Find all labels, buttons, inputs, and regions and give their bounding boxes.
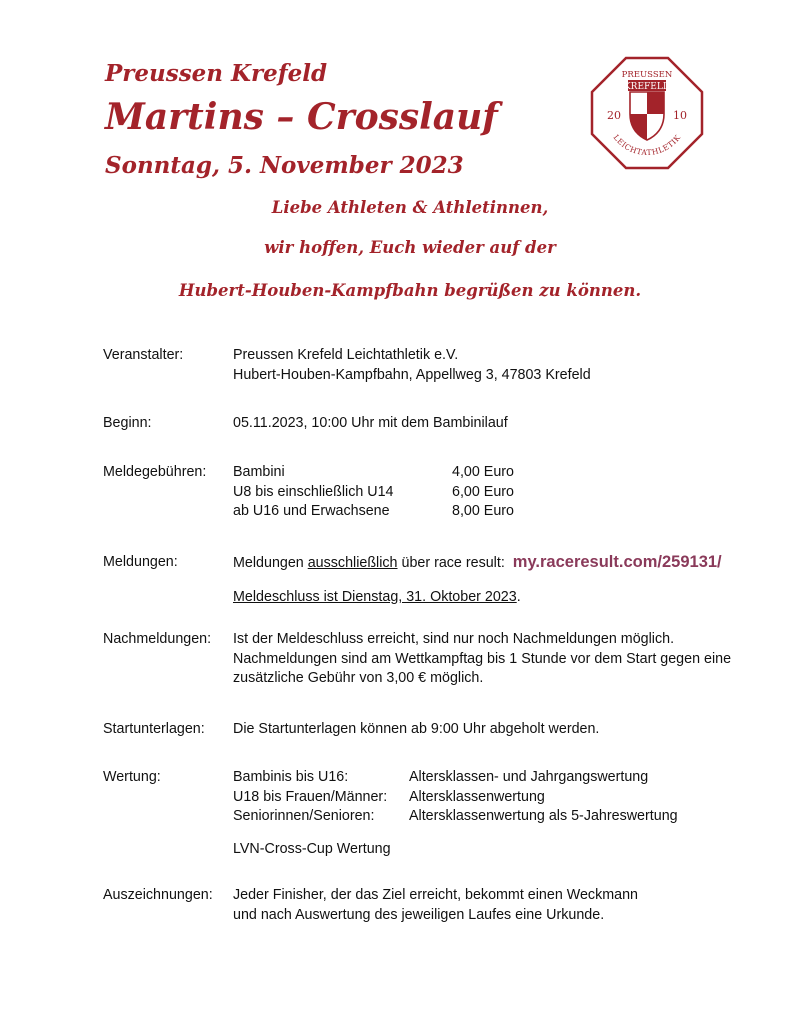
- exclusive-underline: ausschließlich: [307, 555, 398, 571]
- label-meldungen: Meldungen:: [103, 554, 178, 570]
- fee-amount: 4,00 Euro: [452, 464, 514, 480]
- event-title: Martins – Crosslauf: [105, 96, 498, 138]
- registration-deadline: Meldeschluss ist Dienstag, 31. Oktober 2023.: [233, 588, 521, 605]
- scoring-type: Altersklassen- und Jahrgangswertung: [409, 769, 649, 785]
- greeting-line-3: Hubert-Houben-Kampfbahn begrüßen zu können.: [178, 281, 642, 300]
- logo-top-text: PREUSSEN: [621, 70, 673, 80]
- late-registration-line: zusätzliche Gebühr von 3,00 € möglich.: [233, 670, 484, 686]
- award-line: Jeder Finisher, der das Ziel erreicht, bekommt einen Weckmann: [233, 887, 638, 903]
- organizer-address: Hubert-Houben-Kampfbahn, Appellweg 3, 47803 Krefeld: [233, 366, 591, 383]
- label-meldegebuehren: Meldegebühren:: [103, 464, 207, 480]
- label-wertung: Wertung:: [103, 769, 161, 785]
- greeting-line-1: Liebe Athleten & Athletinnen,: [271, 198, 549, 217]
- logo-year-right: 10: [673, 109, 687, 122]
- late-registration-line: Nachmeldungen sind am Wettkampftag bis 1 Stunde vor dem Start gegen eine: [233, 650, 732, 667]
- club-logo-icon: [590, 56, 704, 170]
- scoring-row: [233, 768, 733, 788]
- logo-bottom-text: KREFELD: [623, 82, 671, 92]
- fee-category: U8 bis einschließlich U14: [233, 483, 394, 500]
- scoring-group: U18 bis Frauen/Männer:: [233, 788, 388, 805]
- raceresult-link[interactable]: my.raceresult.com/259131/: [512, 553, 722, 571]
- organizer-name: Preussen Krefeld Leichtathletik e.V.: [233, 347, 459, 363]
- scoring-type: Altersklassenwertung: [409, 788, 545, 805]
- cross-cup-scoring: LVN-Cross-Cup Wertung: [233, 840, 391, 857]
- scoring-row: [233, 788, 733, 808]
- label-auszeichnungen: Auszeichnungen:: [103, 887, 213, 903]
- start-time: 05.11.2023, 10:00 Uhr mit dem Bambinilauf: [233, 415, 508, 431]
- fee-category: Bambini: [233, 464, 285, 480]
- award-line: und nach Auswertung des jeweiligen Laufes eine Urkunde.: [233, 906, 605, 923]
- fee-category: ab U16 und Erwachsene: [233, 503, 390, 519]
- event-date: Sonntag, 5. November 2023: [105, 152, 464, 179]
- start-documents-info: Die Startunterlagen können ab 9:00 Uhr abgeholt werden.: [233, 721, 600, 737]
- fee-amount: 6,00 Euro: [452, 483, 514, 500]
- scoring-type: Altersklassenwertung als 5-Jahreswertung: [409, 808, 678, 824]
- logo-year-left: 20: [607, 109, 621, 122]
- club-name: Preussen Krefeld: [105, 60, 328, 87]
- fee-row: [233, 483, 733, 503]
- fee-amount: 8,00 Euro: [452, 503, 514, 519]
- label-nachmeldungen: Nachmeldungen:: [103, 631, 212, 647]
- late-registration-line: Ist der Meldeschluss erreicht, sind nur noch Nachmeldungen möglich.: [233, 631, 675, 647]
- scoring-group: Bambinis bis U16:: [233, 769, 349, 785]
- logo-ring-text: LEICHTATHLETIK: [611, 132, 683, 158]
- label-startunterlagen: Startunterlagen:: [103, 721, 205, 737]
- fee-row: [233, 463, 733, 483]
- label-beginn: Beginn:: [103, 415, 152, 431]
- label-veranstalter: Veranstalter:: [103, 347, 184, 363]
- scoring-row: [233, 807, 733, 827]
- registration-info: Meldungen ausschließlich über race result: my.raceresult.com/259131/: [233, 553, 722, 571]
- greeting-line-2: wir hoffen, Euch wieder auf der: [264, 238, 556, 257]
- fee-row: [233, 502, 733, 522]
- scoring-group: Seniorinnen/Senioren:: [233, 808, 375, 824]
